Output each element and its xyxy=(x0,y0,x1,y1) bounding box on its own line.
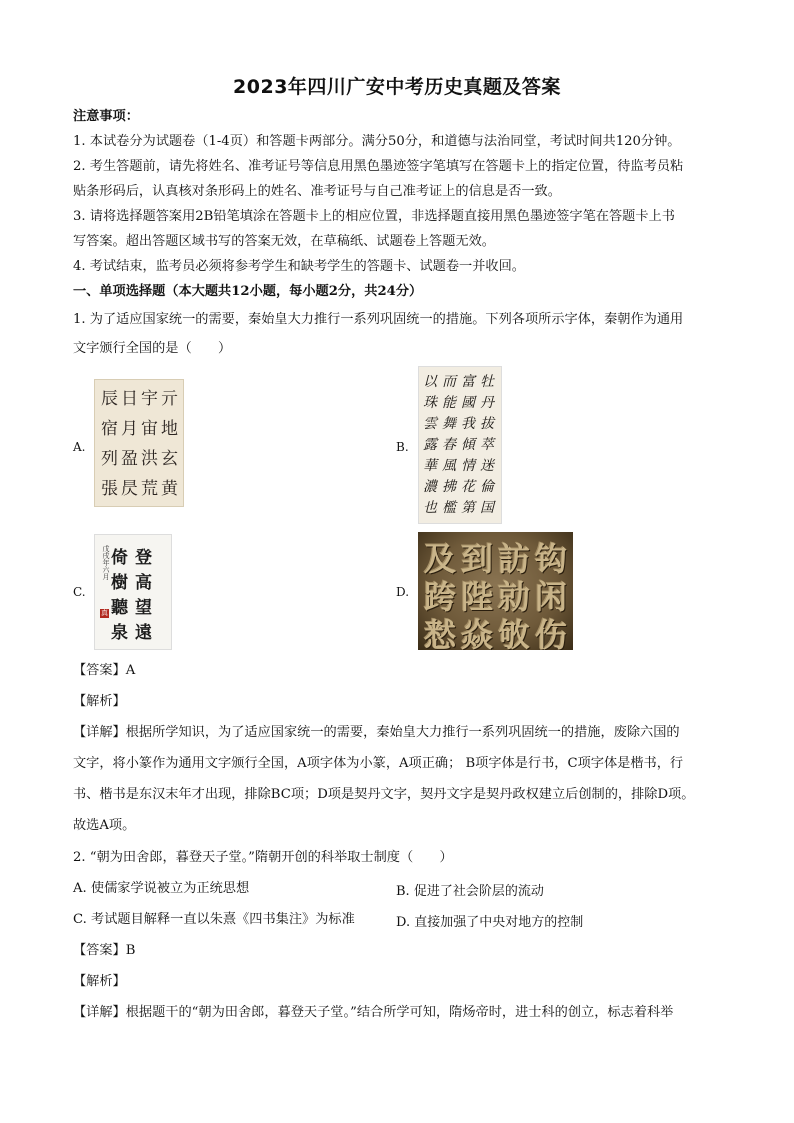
answer-label: 【答案】A xyxy=(73,663,136,678)
seal-stamp: 真 xyxy=(101,609,108,617)
detail-line: 【详解】根据题干的“朝为田舍郎，暮登天子堂。”结合所学可知，隋炀帝时，进士科的创立，标志着科举 xyxy=(73,1005,674,1020)
running-script-image xyxy=(418,366,502,524)
calligraphy-glyph: 情 xyxy=(461,458,475,474)
notice-line: 3. 请将选择题答案用2B铅笔填涂在答题卡上的相应位置，非选择题直接用黑色墨迹签字笔在答题卡上书 xyxy=(73,209,675,224)
calligraphy-glyph: 珠 xyxy=(423,395,437,411)
calligraphy-glyph: 樹 xyxy=(111,573,128,593)
calligraphy-glyph: 辰 xyxy=(101,389,118,409)
calligraphy-glyph: 盈 xyxy=(121,449,138,469)
calligraphy-glyph: 能 xyxy=(442,395,456,411)
section-heading: 一、单项选择题（本大题共12小题，每小题2分，共24分） xyxy=(73,284,423,299)
khitan-glyph: 陛 xyxy=(461,578,494,616)
option-c-label: C. xyxy=(73,585,86,599)
calligraphy-glyph: 張 xyxy=(101,479,118,499)
calligraphy-glyph: 雲 xyxy=(423,416,437,432)
option-a: A. 使儒家学说被立为正统思想 xyxy=(73,881,250,896)
calligraphy-glyph: 望 xyxy=(135,598,152,618)
calligraphy-glyph: 以 xyxy=(423,374,437,390)
khitan-glyph: 焱 xyxy=(461,616,494,650)
regular-script-image xyxy=(94,534,172,650)
notice-line: 写答案。超出答题区域书写的答案无效，在草稿纸、试题卷上答题无效。 xyxy=(73,234,495,249)
calligraphy-glyph: 而 xyxy=(442,374,456,390)
detail-line: 【详解】根据所学知识，为了适应国家统一的需要，秦始皇大力推行一系列巩固统一的措施，废除六国的 xyxy=(73,725,680,740)
calligraphy-glyph: 舞 xyxy=(442,416,456,432)
khitan-glyph: 闲 xyxy=(535,578,568,616)
calligraphy-glyph: 登 xyxy=(135,548,152,568)
calligraphy-glyph: 国 xyxy=(480,500,494,516)
detail-line: 故选A项。 xyxy=(73,818,136,833)
detail-line: 文字，将小篆作为通用文字颁行全国，A项字体为小篆，A项正确； B项字体是行书，C项字体是楷书，行 xyxy=(73,756,684,771)
calligraphy-glyph: 萃 xyxy=(480,437,494,453)
analysis-label: 【解析】 xyxy=(73,694,126,709)
option-d-label: D. xyxy=(396,585,410,599)
calligraphy-glyph: 泉 xyxy=(111,623,128,643)
calligraphy-glyph: 黄 xyxy=(161,479,178,499)
khitan-glyph: 及 xyxy=(424,540,457,578)
notice-line: 4. 考试结束，监考员必须将参考学生和缺考学生的答题卡、试题卷一并收回。 xyxy=(73,259,525,274)
notice-line: 贴条形码后，认真核对条形码上的姓名、准考证号与自己准考证上的信息是否一致。 xyxy=(73,184,561,199)
option-d: D. 直接加强了中央对地方的控制 xyxy=(396,915,584,930)
khitan-glyph: 勍 xyxy=(498,578,531,616)
calligraphy-glyph: 花 xyxy=(461,479,475,495)
calligraphy-glyph: 濃 xyxy=(423,479,437,495)
calligraphy-glyph: 高 xyxy=(135,573,152,593)
calligraphy-glyph: 迷 xyxy=(480,458,494,474)
calligraphy-glyph: 列 xyxy=(101,449,118,469)
calligraphy-glyph: 第 xyxy=(461,500,475,516)
calligraphy-glyph: 洪 xyxy=(141,449,158,469)
calligraphy-glyph: 傾 xyxy=(461,437,475,453)
page-title: 2023年四川广安中考历史真题及答案 xyxy=(233,76,561,98)
calligraphy-glyph: 拂 xyxy=(442,479,456,495)
calligraphy-glyph: 玄 xyxy=(161,449,178,469)
calligraphy-glyph: 地 xyxy=(161,419,178,439)
khitan-glyph: 钩 xyxy=(535,540,568,578)
calligraphy-glyph: 牡 xyxy=(480,374,494,390)
answer-label: 【答案】B xyxy=(73,943,136,958)
calligraphy-glyph: 檻 xyxy=(442,500,456,516)
question-1-stem: 1. 为了适应国家统一的需要，秦始皇大力推行一系列巩固统一的措施。下列各项所示字体，秦朝作为通用 xyxy=(73,312,684,327)
calligraphy-glyph: 風 xyxy=(442,458,456,474)
notice-line: 2. 考生答题前，请先将姓名、准考证号等信息用黑色墨迹签字笔填写在答题卡上的指定位置，待监考员粘 xyxy=(73,159,684,174)
calligraphy-glyph: 聽 xyxy=(111,598,128,618)
khitan-glyph: 敂 xyxy=(498,616,531,650)
calligraphy-glyph: 宙 xyxy=(141,419,158,439)
calligraphy-glyph: 華 xyxy=(423,458,437,474)
khitan-glyph: 慭 xyxy=(424,616,457,650)
notice-heading: 注意事项： xyxy=(73,109,139,124)
small-seal-script-image xyxy=(94,379,184,507)
calligraphy-glyph: 我 xyxy=(461,416,475,432)
calligraphy-glyph: 拔 xyxy=(480,416,494,432)
option-b: B. 促进了社会阶层的流动 xyxy=(396,884,544,899)
calligraphy-glyph: 富 xyxy=(461,374,475,390)
calligraphy-glyph: 宿 xyxy=(101,419,118,439)
calligraphy-glyph: 日 xyxy=(121,389,138,409)
notice-line: 1. 本试卷分为试题卷（1-4页）和答题卡两部分。满分50分，和道德与法治同堂，考试时间共120分钟。 xyxy=(73,134,681,149)
khitan-glyph: 跨 xyxy=(424,578,457,616)
analysis-label: 【解析】 xyxy=(73,974,126,989)
calligraphy-glyph: 春 xyxy=(442,437,456,453)
khitan-glyph: 伤 xyxy=(535,616,568,650)
calligraphy-glyph: 丹 xyxy=(480,395,494,411)
khitan-glyph: 到 xyxy=(461,540,494,578)
option-b-label: B. xyxy=(396,440,409,454)
question-2-stem: 2. “朝为田舍郎，暮登天子堂。”隋朝开创的科举取士制度（ ） xyxy=(73,850,453,865)
calligraphy-glyph: 倫 xyxy=(480,479,494,495)
calligraphy-glyph: 昃 xyxy=(121,479,138,499)
calligraphy-glyph: 國 xyxy=(461,395,475,411)
khitan-glyph: 訪 xyxy=(498,540,531,578)
calligraphy-glyph: 倚 xyxy=(111,548,128,568)
calligraphy-glyph: 遠 xyxy=(135,623,152,643)
khitan-script-image xyxy=(418,532,573,650)
option-a-label: A. xyxy=(73,440,86,454)
calligraphy-glyph: 亓 xyxy=(161,389,178,409)
calligraphy-glyph: 也 xyxy=(423,500,437,516)
detail-line: 书、楷书是东汉末年才出现，排除BC项；D项是契丹文字，契丹文字是契丹政权建立后创制的，排除D项。 xyxy=(73,787,695,802)
calligraphy-glyph: 露 xyxy=(423,437,437,453)
calligraphy-glyph: 宇 xyxy=(141,389,158,409)
question-1-stem: 文字颁行全国的是（ ） xyxy=(73,341,232,356)
calligraphy-glyph: 荒 xyxy=(141,479,158,499)
option-c: C. 考试题目解释一直以朱熹《四书集注》为标准 xyxy=(73,912,355,927)
calligraphy-glyph: 月 xyxy=(121,419,138,439)
calligraphy-side-note: 戊戌年六月 xyxy=(102,545,110,580)
